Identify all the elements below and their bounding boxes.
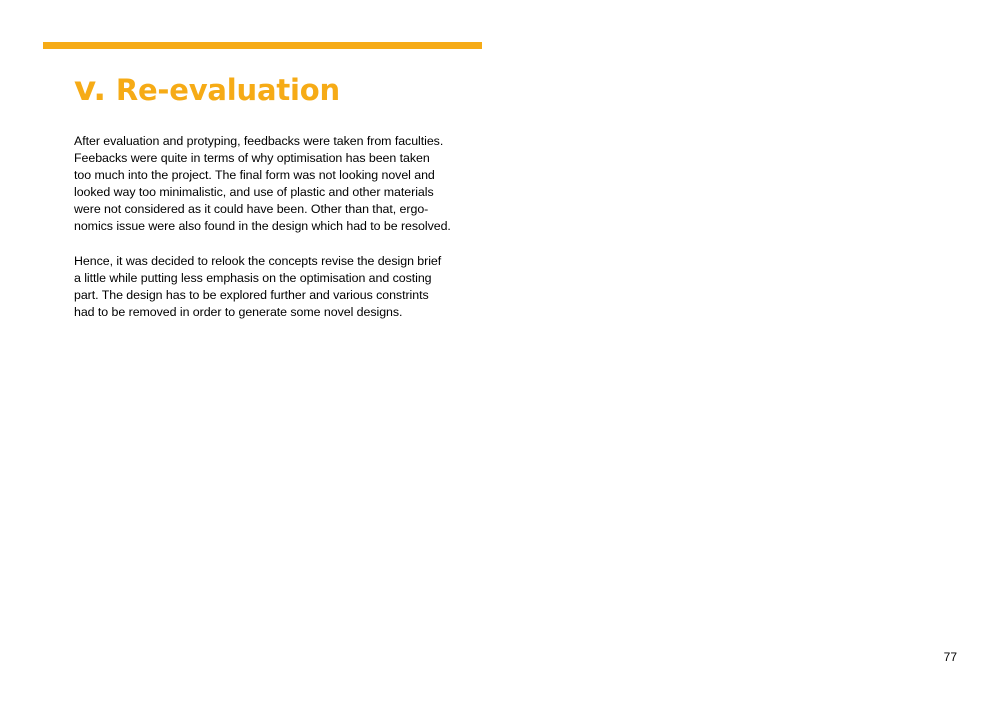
- section-heading: [74, 66, 340, 113]
- paragraph-line: were not considered as it could have been. Other than that, ergo-: [74, 202, 429, 217]
- paragraph-line: a little while putting less emphasis on the optimisation and costing: [74, 270, 432, 285]
- paragraph-line: had to be removed in order to generate some novel designs.: [74, 304, 403, 319]
- paragraph-spacer: [74, 236, 504, 253]
- paragraph-line: Hence, it was decided to relook the concepts revise the design brief: [74, 253, 442, 268]
- paragraph-line: After evaluation and protyping, feedbacks were taken from faculties.: [74, 134, 444, 148]
- section-title: Re-evaluation: [115, 73, 340, 107]
- page-number: 77: [943, 650, 957, 664]
- paragraph-line: too much into the project. The final form was not looking novel and: [74, 168, 435, 183]
- paragraph-line: Feebacks were quite in terms of why optimisation has been taken: [74, 151, 430, 166]
- paragraph-1: [74, 133, 504, 236]
- paragraph-line: part. The design has to be explored further and various constrints: [74, 287, 429, 302]
- section-numeral: v.: [74, 69, 106, 109]
- paragraph-line: looked way too minimalistic, and use of plastic and other materials: [74, 185, 434, 200]
- paragraph-line: nomics issue were also found in the design which had to be resolved.: [74, 219, 451, 234]
- accent-rule: [43, 42, 482, 49]
- body-text: [74, 133, 504, 321]
- paragraph-2: [74, 253, 504, 321]
